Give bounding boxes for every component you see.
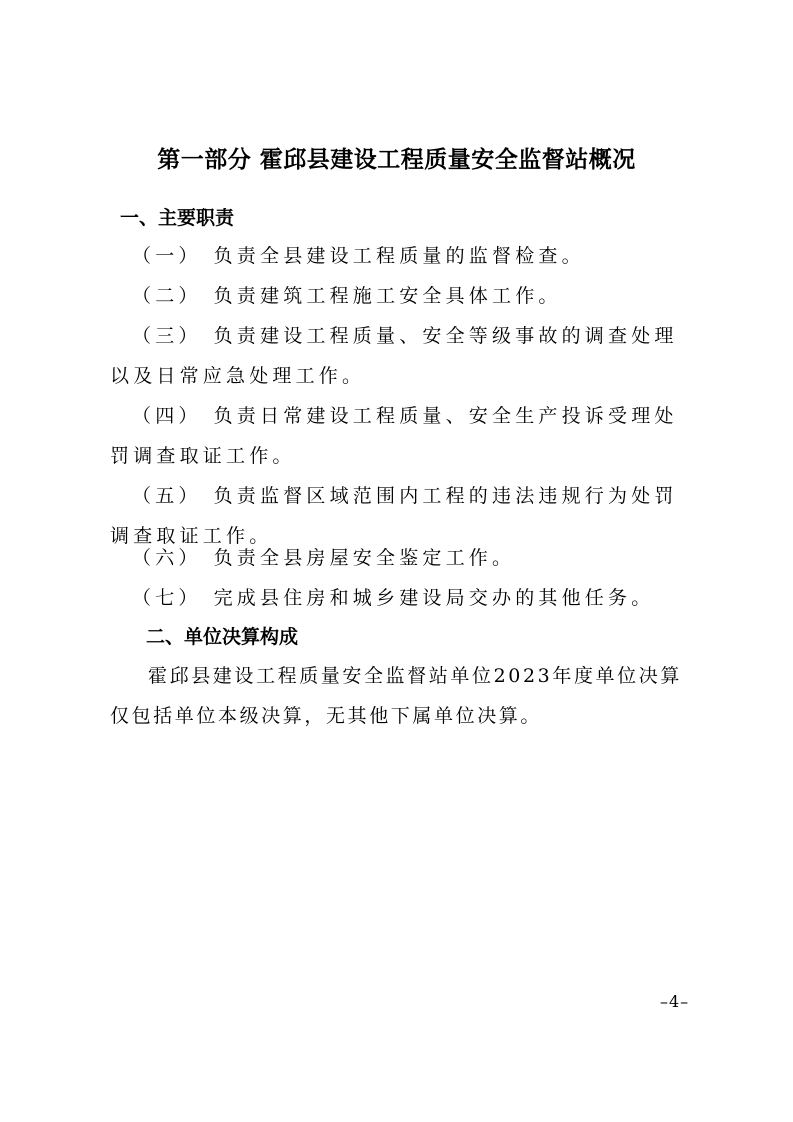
duty-text: 负责全县房屋安全鉴定工作。 xyxy=(213,547,516,569)
duty-number: （六） xyxy=(132,547,202,569)
duty-number: （七） xyxy=(132,587,202,609)
duty-text: 负责监督区域范围内工程的违法违规行为处罚调查取证工作。 xyxy=(110,485,678,547)
duty-number: （四） xyxy=(132,405,202,427)
duty-item-1 xyxy=(110,236,690,276)
duty-item-3 xyxy=(110,316,690,396)
duty-text: 完成县住房和城乡建设局交办的其他任务。 xyxy=(213,587,655,609)
duty-text: 负责日常建设工程质量、安全生产投诉受理处罚调查取证工作。 xyxy=(110,405,678,467)
section-heading-budget: 二、单位决算构成 xyxy=(146,626,299,648)
duty-number: （三） xyxy=(132,325,202,347)
page-title: 第一部分 霍邱县建设工程质量安全监督站概况 xyxy=(157,147,636,173)
duty-text: 负责建设工程质量、安全等级事故的调查处理以及日常应急处理工作。 xyxy=(110,325,678,387)
duty-item-7 xyxy=(110,578,690,618)
duty-number: （五） xyxy=(132,485,202,507)
section-heading-duties: 一、主要职责 xyxy=(120,207,235,229)
duty-item-4 xyxy=(110,396,690,476)
duty-number: （二） xyxy=(132,285,202,307)
duty-item-2 xyxy=(110,276,690,316)
duty-text: 负责全县建设工程质量的监督检查。 xyxy=(213,245,585,267)
duty-item-6 xyxy=(110,538,690,578)
page-number: –4– xyxy=(660,992,690,1011)
duty-text: 负责建筑工程施工安全具体工作。 xyxy=(213,285,562,307)
budget-paragraph: 霍邱县建设工程质量安全监督站单位2023年度单位决算仅包括单位本级决算，无其他下属单位决算。 xyxy=(110,665,682,727)
duty-number: （一） xyxy=(132,245,202,267)
